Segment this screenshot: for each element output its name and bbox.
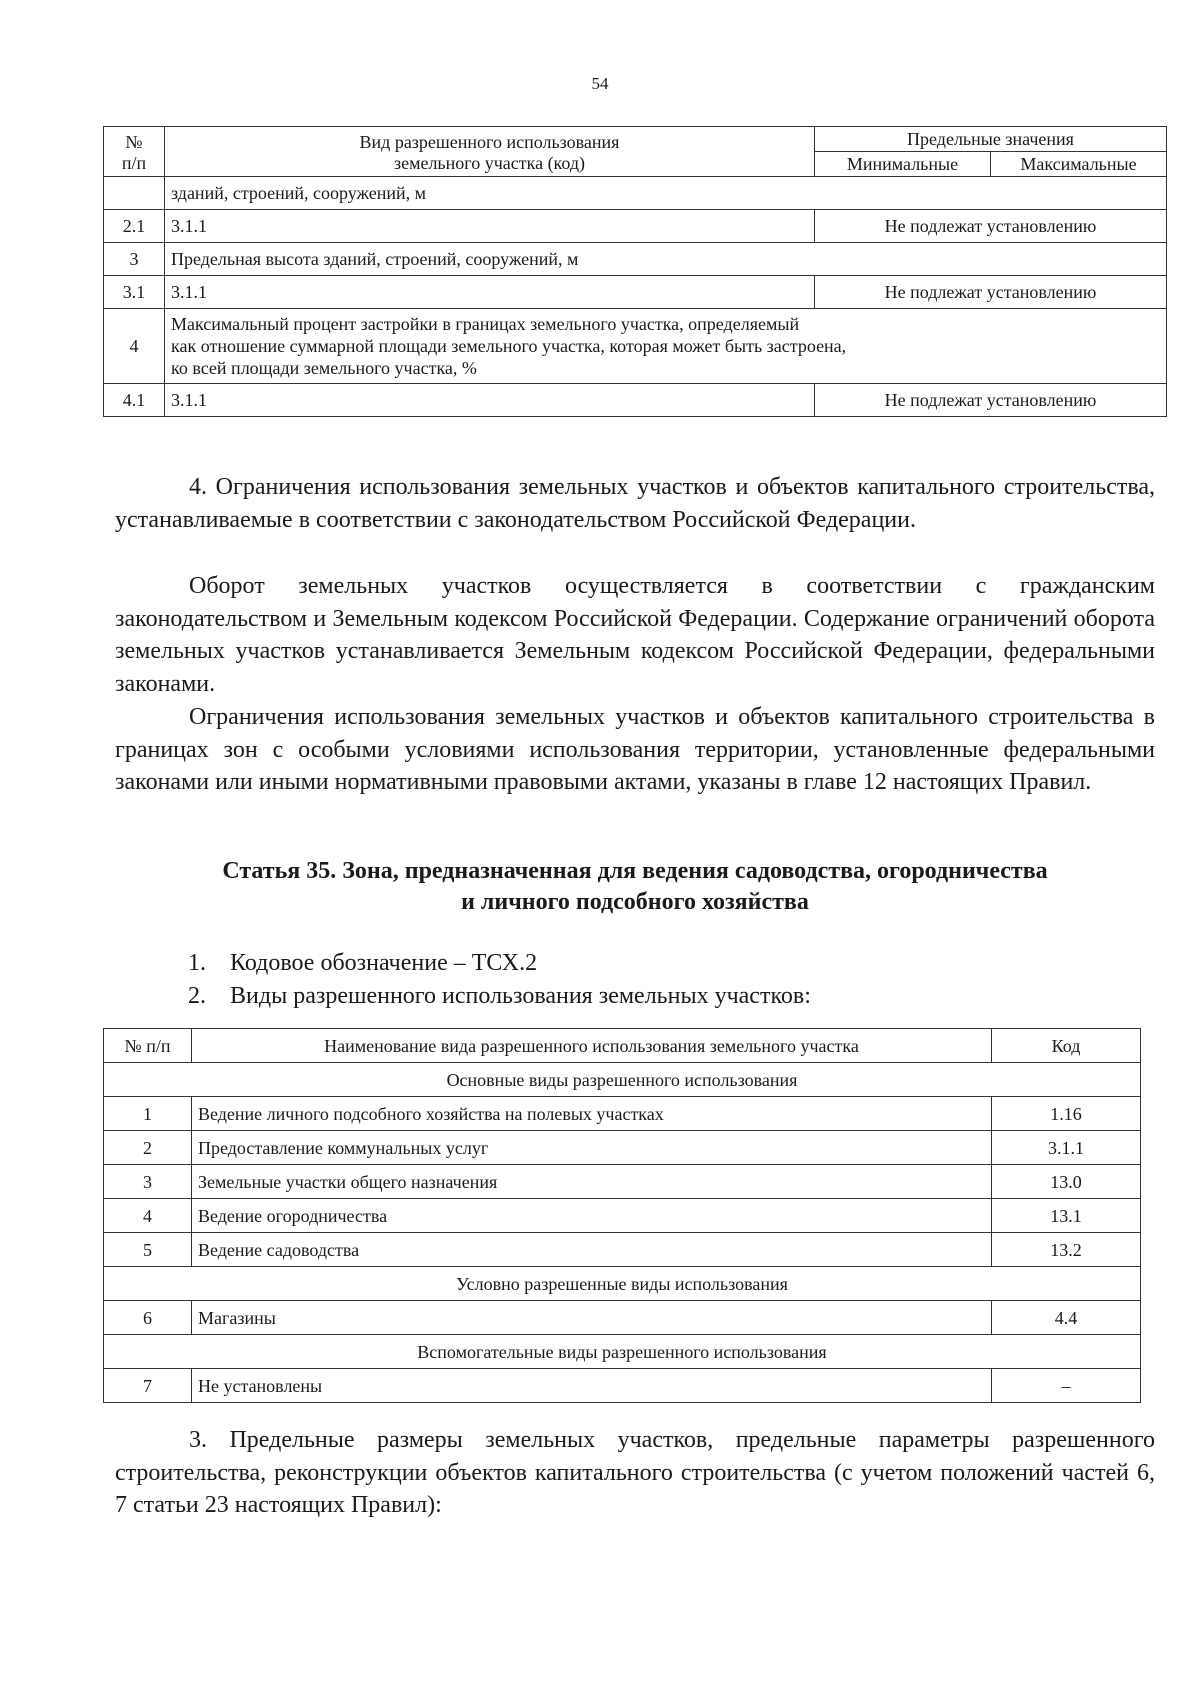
- land-use-table: [103, 1028, 1141, 1403]
- article-title: [115, 856, 1155, 918]
- paragraph: [115, 701, 1155, 799]
- row-code: 13.0: [992, 1165, 1141, 1199]
- closing-paragraph: [115, 1424, 1155, 1522]
- list-item-text: Кодовое обозначение – ТСХ.2: [230, 950, 538, 976]
- row-num: 4.1: [104, 384, 165, 417]
- table-row: [104, 1097, 1141, 1131]
- table-row: [104, 1165, 1141, 1199]
- row-num: 3: [104, 243, 165, 276]
- row-name: Земельные участки общего назначения: [192, 1165, 992, 1199]
- row-name: Ведение огородничества: [192, 1199, 992, 1233]
- section-row: [104, 1267, 1141, 1301]
- row-code: –: [992, 1369, 1141, 1403]
- header-code: Код: [992, 1029, 1141, 1063]
- row-code: 13.2: [992, 1233, 1141, 1267]
- header-name: Наименование вида разрешенного использования земельного участка: [192, 1029, 992, 1063]
- row-num: 5: [104, 1233, 192, 1267]
- row-text: зданий, строений, сооружений, м: [165, 177, 1167, 210]
- paragraph: [115, 471, 1155, 536]
- section-title: Условно разрешенные виды использования: [104, 1267, 1141, 1301]
- limits-table: [103, 126, 1167, 417]
- row-code: 3.1.1: [165, 276, 815, 309]
- header-num: № п/п: [104, 127, 165, 177]
- list-item: [188, 980, 811, 1012]
- row-name: Предоставление коммунальных услуг: [192, 1131, 992, 1165]
- row-code: 4.4: [992, 1301, 1141, 1335]
- row-num: 4: [104, 309, 165, 384]
- table-row: [104, 1233, 1141, 1267]
- table-row: [104, 276, 1167, 309]
- closing-paragraph-text: 3. Предельные размеры земельных участков, предельные параметры разрешенного строительства, реконструкции объектов капитального строительства (с учетом положений частей 6, 7 статьи 23 настоящих Правил):: [115, 1427, 1155, 1518]
- table-row: [104, 1199, 1141, 1233]
- page-number: 54: [591, 74, 609, 93]
- table-header-row: [104, 1029, 1141, 1063]
- row-code: 3.1.1: [165, 384, 815, 417]
- section-row: [104, 1063, 1141, 1097]
- row-name: Магазины: [192, 1301, 992, 1335]
- row-text: Максимальный процент застройки в границах земельного участка, определяемый как отношение суммарной площади земельного участка, которая может быть застроена, ко всей площади земельного участка, %: [165, 309, 1167, 384]
- section-title: Вспомогательные виды разрешенного использования: [104, 1335, 1141, 1369]
- row-name: Не установлены: [192, 1369, 992, 1403]
- row-num: 2.1: [104, 210, 165, 243]
- header-min: Минимальные: [815, 152, 991, 177]
- row-num: 3.1: [104, 276, 165, 309]
- header-limits: Предельные значения: [815, 127, 1167, 152]
- list-item-num: 2.: [188, 983, 206, 1009]
- row-text: Предельная высота зданий, строений, сооружений, м: [165, 243, 1167, 276]
- header-num: № п/п: [104, 1029, 192, 1063]
- table-row: [104, 210, 1167, 243]
- row-num: [104, 177, 165, 210]
- row-value: Не подлежат установлению: [815, 276, 1167, 309]
- row-code: 13.1: [992, 1199, 1141, 1233]
- table-row: [104, 1301, 1141, 1335]
- header-type: Вид разрешенного использования земельного участка (код): [165, 127, 815, 177]
- table-row: [104, 1131, 1141, 1165]
- row-name: Ведение личного подсобного хозяйства на полевых участках: [192, 1097, 992, 1131]
- article-title-line2: и личного подсобного хозяйства: [461, 889, 809, 915]
- row-num: 1: [104, 1097, 192, 1131]
- list-item: [188, 947, 537, 979]
- header-max: Максимальные: [991, 152, 1167, 177]
- row-num: 6: [104, 1301, 192, 1335]
- paragraph-text: Ограничения использования земельных участков и объектов капитального строительства в границах зон с особыми условиями использования территории, установленные федеральными законами или иными нормативными правовыми актами, указаны в главе 12 настоящих Правил.: [115, 704, 1155, 795]
- table-row: [104, 1369, 1141, 1403]
- section-row: [104, 1335, 1141, 1369]
- list-item-text: Виды разрешенного использования земельных участков:: [230, 983, 811, 1009]
- paragraph: [115, 570, 1155, 700]
- list-item-num: 1.: [188, 950, 206, 976]
- table-row: [104, 384, 1167, 417]
- row-code: 1.16: [992, 1097, 1141, 1131]
- table-row: [104, 177, 1167, 210]
- article-title-line1: Статья 35. Зона, предназначенная для ведения садоводства, огородничества: [222, 858, 1048, 884]
- row-num: 2: [104, 1131, 192, 1165]
- row-num: 7: [104, 1369, 192, 1403]
- row-num: 3: [104, 1165, 192, 1199]
- row-value: Не подлежат установлению: [815, 384, 1167, 417]
- paragraph-text: 4. Ограничения использования земельных участков и объектов капитального строительства, устанавливаемые в соответствии с законодательством Российской Федерации.: [115, 474, 1155, 533]
- row-name: Ведение садоводства: [192, 1233, 992, 1267]
- section-title: Основные виды разрешенного использования: [104, 1063, 1141, 1097]
- row-num: 4: [104, 1199, 192, 1233]
- row-value: Не подлежат установлению: [815, 210, 1167, 243]
- table-row: [104, 243, 1167, 276]
- paragraph-text: Оборот земельных участков осуществляется в соответствии с гражданским законодательством и Земельным кодексом Российской Федерации. Содержание ограничений оборота земельных участков устанавливается Земельным кодексом Российской Федерации, федеральными законами.: [115, 573, 1155, 697]
- row-code: 3.1.1: [165, 210, 815, 243]
- row-code: 3.1.1: [992, 1131, 1141, 1165]
- table-row: [104, 309, 1167, 384]
